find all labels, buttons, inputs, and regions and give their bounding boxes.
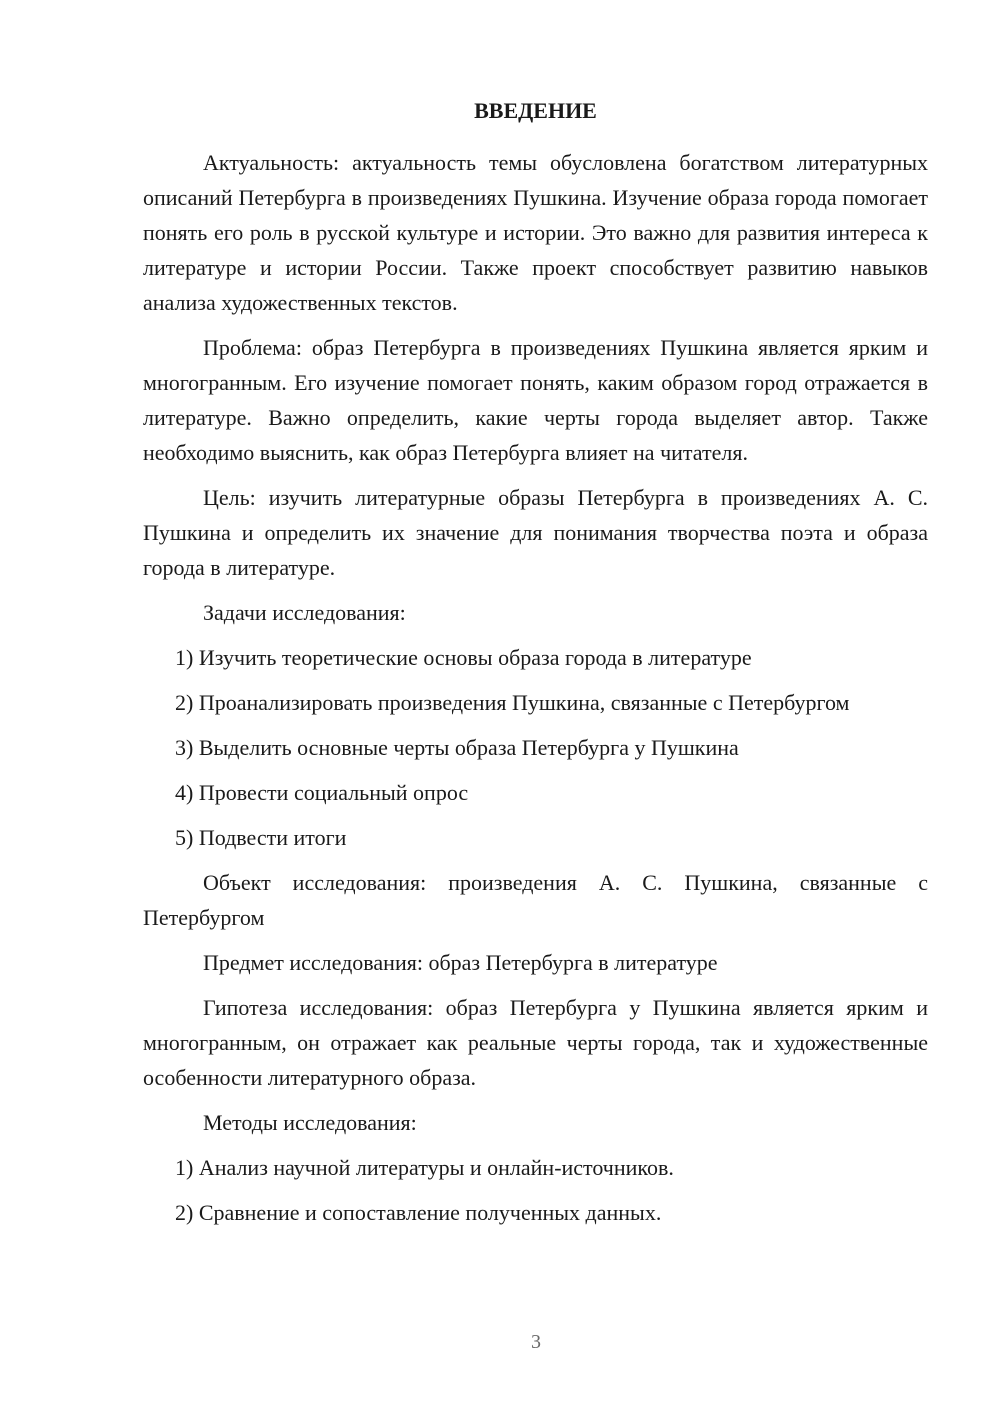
relevance-paragraph: Актуальность: актуальность темы обусловлена богатством литературных описаний Петербурга в произведениях Пушкина. Изучение образа города помогает понять его роль в русской культуре и истории. Это важно для развития интереса к литературе и истории России. Также проект способствует развитию навыков анализа художественных текстов. bbox=[143, 150, 928, 315]
goal-paragraph: Цель: изучить литературные образы Петербурга в произведениях А. С. Пушкина и определить их значение для понимания творчества поэта и образа города в литературе. bbox=[143, 485, 928, 580]
task-list-item: 4) Провести социальный опрос bbox=[175, 780, 469, 805]
problem-paragraph: Проблема: образ Петербурга в произведениях Пушкина является ярким и многогранным. Его изучение помогает понять, каким образом город отражается в литературе. Важно определить, какие черты города выделяет автор. Также необходимо выяснить, как образ Петербурга влияет на читателя. bbox=[143, 335, 928, 465]
subject-paragraph: Предмет исследования: образ Петербурга в литературе bbox=[203, 950, 718, 975]
tasks-heading: Задачи исследования: bbox=[203, 600, 406, 625]
task-list-item: 2) Проанализировать произведения Пушкина, связанные с Петербургом bbox=[175, 690, 850, 715]
task-list-item: 3) Выделить основные черты образа Петербурга у Пушкина bbox=[175, 735, 739, 760]
section-title: ВВЕДЕНИЕ bbox=[474, 98, 597, 123]
method-list-item: 2) Сравнение и сопоставление полученных данных. bbox=[175, 1200, 662, 1225]
task-list-item: 1) Изучить теоретические основы образа города в литературе bbox=[175, 645, 752, 670]
methods-heading: Методы исследования: bbox=[203, 1110, 417, 1135]
hypothesis-paragraph: Гипотеза исследования: образ Петербурга у Пушкина является ярким и многогранным, он отражает как реальные черты города, так и художественные особенности литературного образа. bbox=[143, 995, 928, 1090]
document-body bbox=[143, 96, 928, 1240]
task-list-item: 5) Подвести итоги bbox=[175, 825, 347, 850]
page-number: 3 bbox=[531, 1331, 541, 1353]
object-paragraph: Объект исследования: произведения А. С. Пушкина, связанные с Петербургом bbox=[143, 870, 928, 930]
method-list-item: 1) Анализ научной литературы и онлайн-источников. bbox=[175, 1155, 674, 1180]
